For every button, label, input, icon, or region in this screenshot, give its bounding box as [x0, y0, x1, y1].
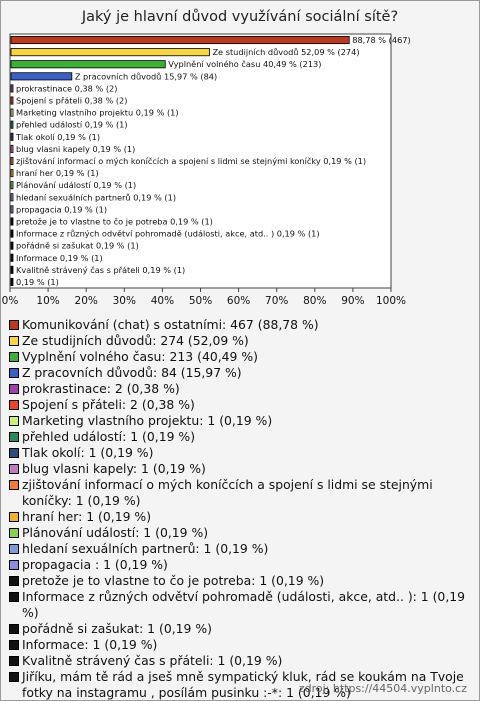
- legend-item: [9, 541, 475, 557]
- legend-label: pretože je to vlastne to čo je potreba: 1 (0,19 %): [22, 573, 325, 588]
- legend-item: [9, 413, 475, 429]
- legend-label: propagacia : 1 (0,19 %): [22, 557, 168, 572]
- legend-label: Spojení s přáteli: 2 (0,38 %): [22, 397, 195, 412]
- legend-label: hraní her: 1 (0,19 %): [22, 509, 152, 524]
- legend-swatch: [9, 544, 19, 554]
- bar-label: 88,78 % (467): [352, 35, 411, 46]
- bar: [11, 242, 13, 249]
- legend-label: Z pracovních důvodů: 84 (15,97 %): [22, 365, 242, 380]
- legend-item: [9, 525, 475, 541]
- legend-swatch: [9, 384, 19, 394]
- legend-swatch: [9, 480, 19, 490]
- bar: [11, 85, 13, 92]
- legend-item: [9, 349, 475, 365]
- bar-label: Z pracovních důvodů 15,97 % (84): [74, 71, 218, 82]
- bar: [11, 230, 13, 237]
- legend-label: přehled událostí: 1 (0,19 %): [22, 429, 196, 444]
- legend-swatch: [9, 368, 19, 378]
- bar-label: pretože je to vlastne to čo je potreba 0,19 % (1): [16, 216, 213, 227]
- legend-label: Kvalitně strávený čas s přáteli: 1 (0,19 %): [22, 653, 283, 668]
- legend-label: hledaní sexuálních partnerů: 1 (0,19 %): [22, 541, 269, 556]
- legend-swatch: [9, 352, 19, 362]
- bar: [11, 278, 13, 285]
- bar-label: zjištování informací o mých koníčcích a spojení s lidmi se stejnými koníčky 0,19 % (1): [16, 156, 367, 166]
- bar: [11, 169, 13, 176]
- legend-label: Plánování událostí: 1 (0,19 %): [22, 525, 209, 540]
- x-tick-label: 100%: [375, 295, 407, 307]
- bar: [11, 254, 13, 261]
- x-tick-label: 70%: [265, 295, 289, 307]
- legend-swatch: [9, 448, 19, 458]
- legend-swatch: [9, 416, 19, 426]
- legend-swatch: [9, 656, 19, 666]
- x-tick-label: 40%: [150, 295, 175, 307]
- legend-item: [9, 509, 475, 525]
- bar: [11, 182, 13, 189]
- bar: [11, 266, 13, 273]
- legend-label: Informace: 1 (0,19 %): [22, 637, 158, 652]
- legend-label: Komunikování (chat) s ostatními: 467 (88,78 %): [22, 317, 319, 332]
- legend-label: Marketing vlastního projektu: 1 (0,19 %): [22, 413, 273, 428]
- bar: [11, 97, 13, 104]
- legend-item: [9, 461, 475, 477]
- bar: [11, 121, 13, 128]
- x-tick-label: 80%: [303, 295, 327, 307]
- legend-swatch: [9, 560, 19, 570]
- bar-label: Plánování událostí 0,19 % (1): [16, 180, 137, 191]
- legend-item: [9, 397, 475, 413]
- chart-legend: [9, 317, 475, 701]
- bar-label: Vyplnění volného času 40,49 % (213): [168, 59, 322, 70]
- legend-swatch: [9, 512, 19, 522]
- bar-label: hledaní sexuálních partnerů 0,19 % (1): [16, 192, 177, 203]
- legend-item: [9, 573, 475, 589]
- legend-label: prokrastinace: 2 (0,38 %): [22, 381, 180, 396]
- legend-item: [9, 365, 475, 381]
- x-tick-label: 90%: [341, 295, 365, 307]
- legend-item: [9, 381, 475, 397]
- bar: [11, 36, 349, 43]
- legend-item: [9, 653, 475, 669]
- legend-swatch: [9, 592, 19, 602]
- chart-title: Jaký je hlavní důvod využívání sociální sítě?: [81, 9, 399, 25]
- bar: [11, 61, 165, 68]
- legend-item: [9, 637, 475, 653]
- bar: [11, 157, 13, 164]
- legend-item: [9, 557, 475, 573]
- x-tick-label: 60%: [226, 295, 251, 307]
- legend-label: Informace z různých odvětví pohromadě (události, akce, atd.. ): 1 (0,19 %): [22, 589, 466, 620]
- bar-label: Ze studijních důvodů 52,09 % (274): [212, 47, 360, 58]
- legend-label: Tlak okolí: 1 (0,19 %): [22, 445, 154, 460]
- x-tick-label: 0%: [1, 295, 19, 307]
- legend-item: [9, 445, 475, 461]
- legend-item: [9, 333, 475, 349]
- bar-label: Informace z různých odvětví pohromadě (události, akce, atd.. ) 0,19 % (1): [16, 228, 320, 239]
- legend-label: Ze studijních důvodů: 274 (52,09 %): [22, 333, 249, 348]
- legend-label: zjištování informací o mých koníčcích a spojení s lidmi se stejnými koníčky: 1 (0,19 %): [22, 477, 433, 508]
- bar: [11, 145, 13, 152]
- legend-swatch: [9, 320, 19, 330]
- legend-label: blug vlasni kapely: 1 (0,19 %): [22, 461, 206, 476]
- bar-label: 0,19 % (1): [16, 276, 59, 287]
- x-tick-label: 10%: [36, 295, 60, 307]
- legend-label: Jiříku, mám tě rád a jseš mně sympatický kluk, rád se koukám na Tvoje fotky na instagramu , posílám pusinku :-*: 1 (0,19 %): [22, 669, 464, 700]
- legend-item: [9, 621, 475, 637]
- bar: [11, 49, 209, 56]
- bar: [11, 109, 13, 116]
- bar: [11, 194, 13, 201]
- bar-label: blug vlasni kapely 0,19 % (1): [16, 143, 136, 154]
- bar-label: Kvalitně strávený čas s přáteli 0,19 % (1): [16, 264, 186, 275]
- bar-label: Tlak okolí 0,19 % (1): [16, 131, 101, 142]
- legend-swatch: [9, 528, 19, 538]
- bar-label: Informace 0,19 % (1): [16, 252, 103, 263]
- x-tick-label: 50%: [188, 295, 213, 307]
- bar-label: hraní her 0,19 % (1): [16, 168, 99, 179]
- legend-item: [9, 317, 475, 333]
- bar-label: propagacia 0,19 % (1): [16, 204, 108, 215]
- legend-swatch: [9, 432, 19, 442]
- bar-label: pořádně si zašukat 0,19 % (1): [16, 240, 139, 251]
- legend-swatch: [9, 336, 19, 346]
- x-tick-label: 30%: [112, 295, 136, 307]
- legend-item: [9, 589, 475, 621]
- bar: [11, 206, 13, 213]
- bar-label: Marketing vlastního projektu 0,19 % (1): [16, 107, 179, 118]
- legend-swatch: [9, 576, 19, 586]
- x-tick-label: 20%: [74, 295, 98, 307]
- legend-swatch: [9, 672, 19, 682]
- bar: [11, 73, 72, 80]
- bar-label: přehled událostí 0,19 % (1): [16, 119, 128, 130]
- legend-label: pořádně si zašukat: 1 (0,19 %): [22, 621, 212, 636]
- legend-label: Vyplnění volného času: 213 (40,49 %): [22, 349, 258, 364]
- legend-swatch: [9, 400, 19, 410]
- bar: [11, 133, 13, 140]
- bar: [11, 218, 13, 225]
- legend-item: [9, 477, 475, 509]
- legend-swatch: [9, 624, 19, 634]
- source-link[interactable]: zdroj: https://44504.vyplnto.cz: [298, 682, 467, 695]
- bar-label: prokrastinace 0,38 % (2): [16, 83, 118, 94]
- legend-item: [9, 429, 475, 445]
- bar-chart: [1, 1, 479, 311]
- legend-swatch: [9, 640, 19, 650]
- legend-swatch: [9, 464, 19, 474]
- bar-label: Spojení s přáteli 0,38 % (2): [16, 95, 128, 106]
